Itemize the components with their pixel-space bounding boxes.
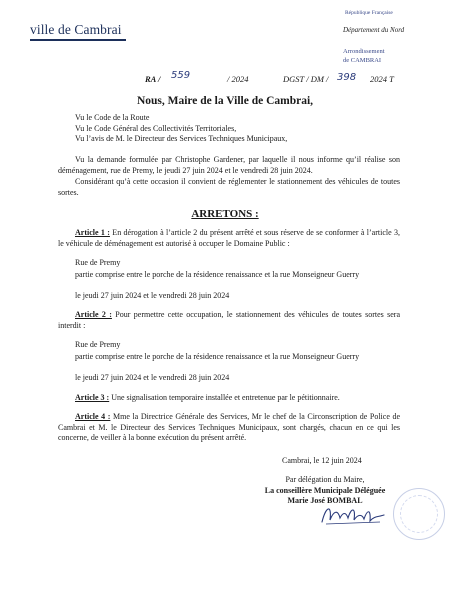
dgst-year: 2024 T: [370, 74, 394, 84]
dgst-label: DGST / DM /: [283, 74, 329, 84]
article-2-label: Article 2 :: [75, 310, 112, 319]
departement-label: Département du Nord: [343, 26, 405, 34]
vu-line: Vu l’avis de M. le Directeur des Services Techniques Municipaux,: [75, 134, 288, 143]
article-2: [58, 310, 400, 331]
ra-number: 559: [171, 70, 191, 81]
place-date: Cambrai, le 12 juin 2024: [282, 456, 362, 465]
article-1-label: Article 1 :: [75, 228, 110, 237]
article-1-dates: le jeudi 27 juin 2024 et le vendredi 28 juin 2024: [75, 291, 230, 300]
article-4-label: Article 4 :: [75, 412, 111, 421]
article-2-street: Rue de Premy: [75, 340, 121, 349]
arrondissement-line2: de CAMBRAI: [343, 57, 382, 64]
article-3-text: Une signalisation temporaire installée et entretenue par le pétitionnaire.: [109, 393, 340, 402]
intro-considering-paragraph: Considérant qu’à cette occasion il convient de réglementer le stationnement des véhicules de toutes sortes.: [58, 177, 400, 197]
vu-line: Vu le Code de la Route: [75, 113, 150, 122]
delegation-line: Par délégation du Maire,: [285, 475, 365, 484]
city-logo: [30, 22, 130, 41]
article-1-portion: partie comprise entre le porche de la résidence renaissance et la rue Monseigneur Guerry: [75, 270, 360, 279]
arrondissement-block: [343, 47, 385, 65]
logo-underline: [30, 39, 126, 41]
signatory-name: Marie José BOMBAL: [287, 496, 363, 505]
handwritten-signature: [318, 500, 388, 530]
intro-request-paragraph: Vu la demande formulée par Christophe Gardener, par laquelle il nous informe qu’il réalise son déménagement, rue de Premy, le jeudi 27 juin 2024 et le vendredi 28 juin 2024.: [58, 155, 400, 175]
page-title: Nous, Maire de la Ville de Cambrai,: [136, 95, 314, 107]
article-1: [58, 228, 400, 249]
article-4-text: Mme la Directrice Générale des Services, Mr le chef de la Circonscription de Police de Cambrai et M. le Directeur des Services Techniques Municipaux, sont chargés, chacun en ce qui les concerne, de veiller à la bonne exécution du présent arrêté.: [58, 412, 401, 442]
arrondissement-line1: Arrondissement: [343, 48, 385, 55]
arretons-heading: [0, 208, 450, 220]
logo-text: ville de Cambrai: [30, 22, 122, 37]
vu-line: Vu le Code Général des Collectivités Territoriales,: [75, 123, 237, 133]
dgst-number: 398: [337, 72, 357, 83]
article-2-portion: partie comprise entre le porche de la résidence renaissance et la rue Monseigneur Guerry: [75, 352, 360, 361]
stamp-inner-ring: [400, 495, 438, 533]
article-1-text: En dérogation à l’article 2 du présent arrêté et sous réserve de se conformer à l’article 3, le véhicule de déménagement est autorisé à occuper le Domaine Public :: [58, 228, 401, 248]
republique-label: République Française: [345, 10, 393, 16]
article-2-text: Pour permettre cette occupation, le stationnement des véhicules de toutes sortes sera interdit :: [58, 310, 401, 330]
article-3: [75, 393, 340, 404]
article-3-label: Article 3 :: [75, 393, 110, 402]
signatory-role: La conseillère Municipale Déléguée: [264, 485, 386, 495]
ra-year: / 2024: [227, 74, 249, 84]
article-4: [58, 412, 400, 444]
article-1-street: Rue de Premy: [75, 258, 121, 267]
vu-block: [75, 113, 287, 145]
arretons-text: ARRETONS :: [191, 208, 259, 220]
article-2-dates: le jeudi 27 juin 2024 et le vendredi 28 juin 2024: [75, 373, 230, 382]
ra-label: RA /: [145, 74, 161, 84]
